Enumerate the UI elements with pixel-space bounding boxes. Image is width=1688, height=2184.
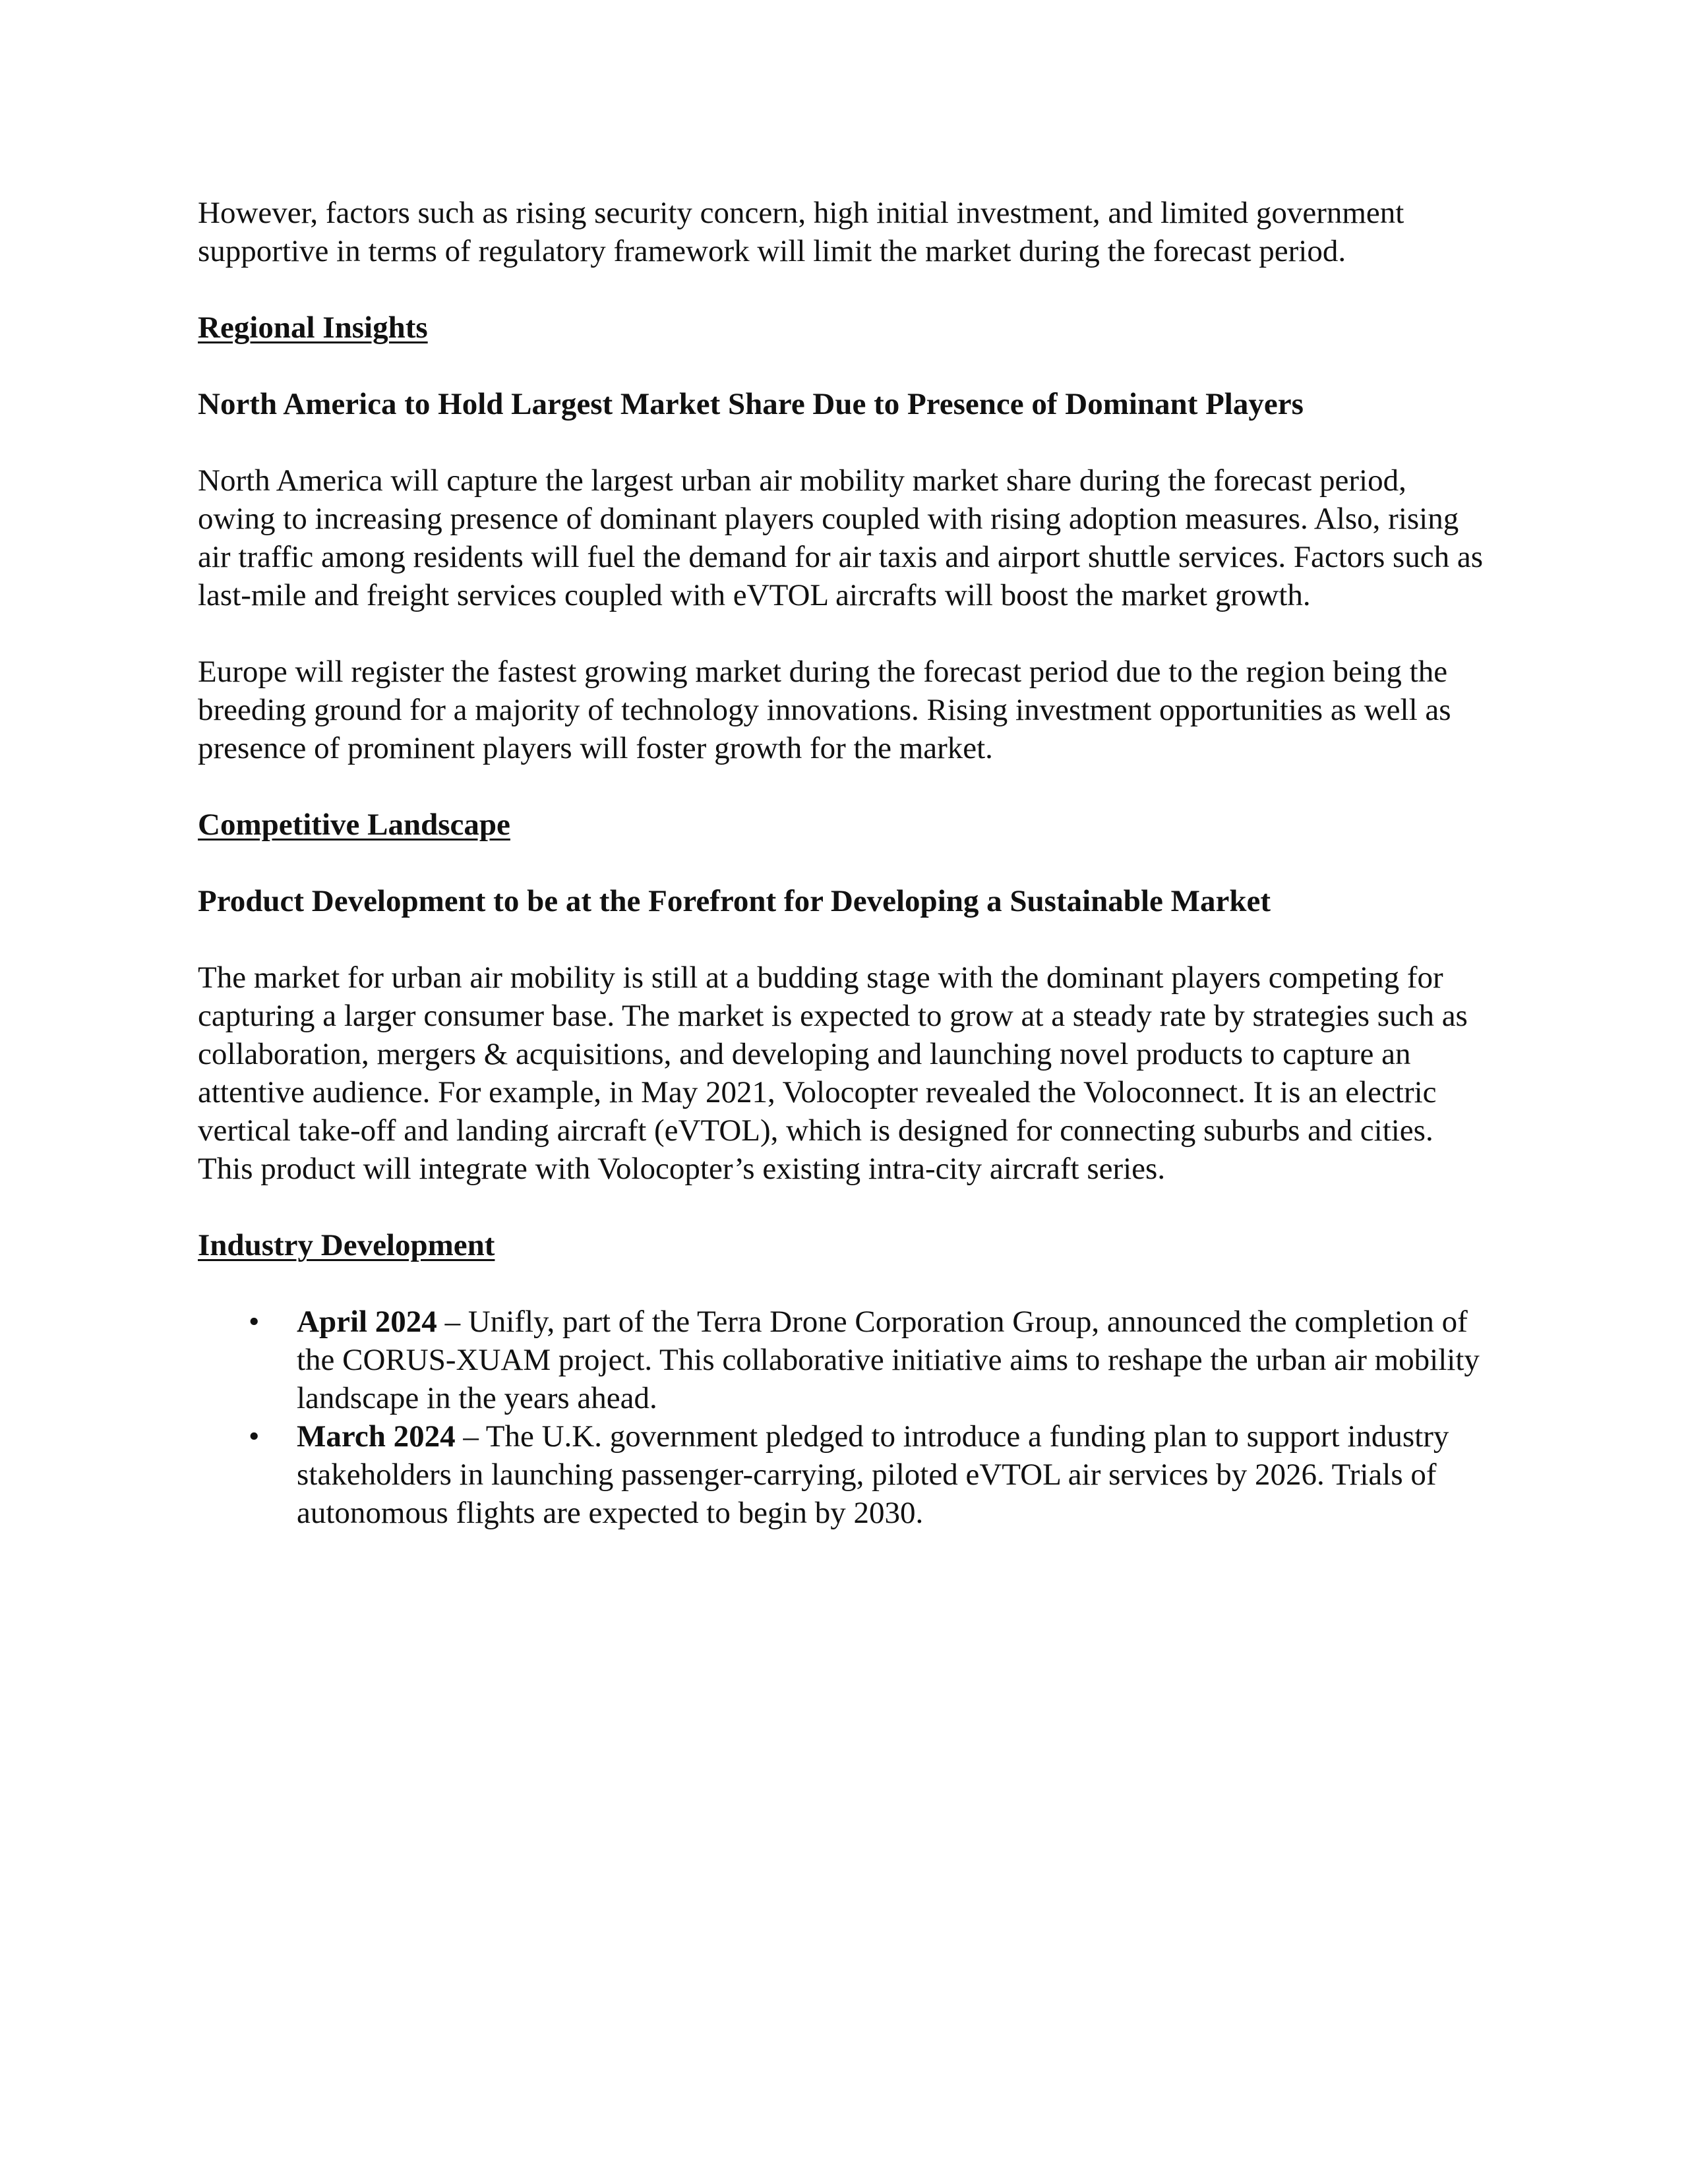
north-america-paragraph: North America will capture the largest urban air mobility market share during the forecast period, owing to increasing presence of dominant players coupled with rising adoption measures. Also, rising air traffic among residents will fuel the demand for air taxis and airport shuttle services. Factors such as last-mile and freight services coupled with eVTOL aircrafts will boost the market growth.: [198, 463, 1484, 612]
list-item: [198, 1303, 1490, 1417]
competitive-subheading: Product Development to be at the Forefront for Developing a Sustainable Market: [198, 884, 1271, 918]
document-page: [198, 194, 1490, 1532]
bullet-icon: •: [249, 1305, 260, 1339]
item-text: – Unifly, part of the Terra Drone Corporation Group, announced the completion of the CORUS-XUAM project. This collaborative initiative aims to reshape the urban air mobility landscape in the years ahead.: [297, 1305, 1480, 1415]
item-date: April 2024: [297, 1305, 437, 1339]
industry-development-heading: Industry Development: [198, 1228, 495, 1262]
regional-insights-heading: Regional Insights: [198, 310, 428, 345]
item-date: March 2024: [297, 1419, 456, 1454]
regional-subheading: North America to Hold Largest Market Share Due to Presence of Dominant Players: [198, 387, 1304, 421]
competitive-landscape-heading: Competitive Landscape: [198, 808, 510, 842]
item-text: – The U.K. government pledged to introduce a funding plan to support industry stakeholders in launching passenger-carrying, piloted eVTOL air services by 2026. Trials of autonomous flights are expected to begin by 2030.: [297, 1419, 1449, 1530]
europe-paragraph: Europe will register the fastest growing market during the forecast period due to the region being the breeding ground for a majority of technology innovations. Rising investment opportunities as well as presence of prominent players will foster growth for the market.: [198, 655, 1451, 765]
competitive-paragraph: The market for urban air mobility is still at a budding stage with the dominant players competing for capturing a larger consumer base. The market is expected to grow at a steady rate by strategies such as collaboration, mergers & acquisitions, and developing and launching novel products to capture an attentive audience. For example, in May 2021, Volocopter revealed the Voloconnect. It is an electric vertical take-off and landing aircraft (eVTOL), which is designed for connecting suburbs and cities. This product will integrate with Volocopter’s existing intra-city aircraft series.: [198, 960, 1468, 1186]
bullet-icon: •: [249, 1419, 260, 1454]
intro-paragraph: However, factors such as rising security concern, high initial investment, and limited government supportive in terms of regulatory framework will limit the market during the forecast period.: [198, 196, 1404, 268]
list-item: [198, 1417, 1490, 1532]
industry-development-list: [198, 1303, 1490, 1532]
